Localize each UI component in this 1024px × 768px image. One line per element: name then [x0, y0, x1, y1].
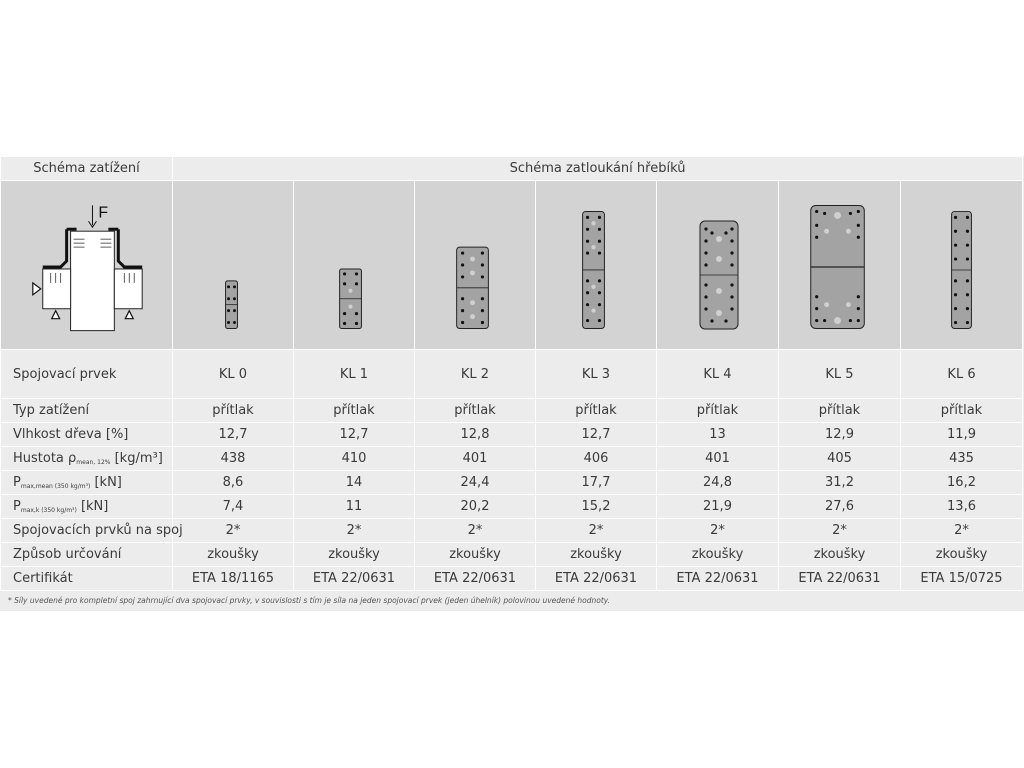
- cell: 17,7: [536, 471, 657, 495]
- cell: 12,7: [173, 423, 294, 447]
- row-pmax-k: [1, 495, 1023, 519]
- cell: 435: [901, 447, 1023, 471]
- cell: zkoušky: [901, 543, 1023, 567]
- cell: přítlak: [294, 399, 415, 423]
- cell: 12,8: [415, 423, 536, 447]
- cell: ETA 22/0631: [294, 567, 415, 591]
- spec-table: [0, 156, 1023, 591]
- plate-kl6: [901, 181, 1023, 350]
- cell: 2*: [415, 519, 536, 543]
- cell: 16,2: [901, 471, 1023, 495]
- product-name: KL 1: [294, 350, 415, 399]
- cell: 12,9: [779, 423, 901, 447]
- label-unit: [kg/m³]: [110, 451, 163, 466]
- product-name: KL 6: [901, 350, 1023, 399]
- row-label: Typ zatížení: [1, 399, 173, 423]
- cell: ETA 18/1165: [173, 567, 294, 591]
- header-load-scheme: Schéma zatížení: [1, 157, 173, 181]
- cell: 11,9: [901, 423, 1023, 447]
- cell: zkoušky: [779, 543, 901, 567]
- cell: ETA 22/0631: [415, 567, 536, 591]
- cell: 12,7: [294, 423, 415, 447]
- plate-kl4: [657, 181, 779, 350]
- plate-kl3: [536, 181, 657, 350]
- cell: ETA 22/0631: [779, 567, 901, 591]
- cell: zkoušky: [173, 543, 294, 567]
- row-label: [1, 495, 173, 519]
- cell: zkoušky: [294, 543, 415, 567]
- cell: přítlak: [779, 399, 901, 423]
- label-spojovaci-prvek: Spojovací prvek: [1, 350, 173, 399]
- cell: přítlak: [536, 399, 657, 423]
- cell: zkoušky: [415, 543, 536, 567]
- label-subscript: max,mean (350 kg/m³): [20, 483, 91, 490]
- cell: 405: [779, 447, 901, 471]
- cell: 2*: [657, 519, 779, 543]
- cell: 11: [294, 495, 415, 519]
- spec-table-container: [0, 156, 1024, 611]
- product-name: KL 0: [173, 350, 294, 399]
- cell: ETA 22/0631: [536, 567, 657, 591]
- cell: 21,9: [657, 495, 779, 519]
- cell: 2*: [173, 519, 294, 543]
- product-name: KL 3: [536, 350, 657, 399]
- cell: 8,6: [173, 471, 294, 495]
- row-label: Způsob určování: [1, 543, 173, 567]
- cell: 7,4: [173, 495, 294, 519]
- cell: 15,2: [536, 495, 657, 519]
- label-unit: [kN]: [76, 499, 109, 514]
- cell: 406: [536, 447, 657, 471]
- row-hustota: [1, 447, 1023, 471]
- label-unit: [kN]: [90, 475, 122, 490]
- cell: ETA 22/0631: [657, 567, 779, 591]
- cell: 2*: [901, 519, 1023, 543]
- plate-kl0: [173, 181, 294, 350]
- label-main: P: [13, 475, 21, 490]
- footnote: * Síly uvedené pro kompletní spoj zahrnující dva spojovací prvky, v souvislosti s tím je síla na jeden spojovací prvek (jeden úhelník) polovinou uvedené hodnoty.: [8, 596, 611, 605]
- plate-kl5: [779, 181, 901, 350]
- row-label: Spojovacích prvků na spoj: [1, 519, 173, 543]
- row-label: [1, 447, 173, 471]
- cell: 24,4: [415, 471, 536, 495]
- row-certifikat: [1, 567, 1023, 591]
- cell: 20,2: [415, 495, 536, 519]
- cell: zkoušky: [657, 543, 779, 567]
- row-pocet: [1, 519, 1023, 543]
- cell: 438: [173, 447, 294, 471]
- cell: zkoušky: [536, 543, 657, 567]
- row-typ-zatizeni: [1, 399, 1023, 423]
- cell: 410: [294, 447, 415, 471]
- header-nailing-scheme: Schéma zatloukání hřebíků: [173, 157, 1023, 181]
- cell: 13: [657, 423, 779, 447]
- plate-kl1: [294, 181, 415, 350]
- cell: 2*: [536, 519, 657, 543]
- plate-kl2: [415, 181, 536, 350]
- cell: přítlak: [173, 399, 294, 423]
- row-vlhkost: [1, 423, 1023, 447]
- cell: 31,2: [779, 471, 901, 495]
- product-name: KL 5: [779, 350, 901, 399]
- cell: ETA 15/0725: [901, 567, 1023, 591]
- load-scheme-diagram: [1, 181, 173, 350]
- row-pmax-mean: [1, 471, 1023, 495]
- product-name: KL 4: [657, 350, 779, 399]
- row-label: Certifikát: [1, 567, 173, 591]
- row-label: [1, 471, 173, 495]
- force-label: F: [98, 204, 109, 222]
- cell: 2*: [294, 519, 415, 543]
- label-subscript: max,k (350 kg/m³): [20, 507, 77, 514]
- label-subscript: mean, 12%: [76, 459, 111, 466]
- cell: 27,6: [779, 495, 901, 519]
- row-zpusob: [1, 543, 1023, 567]
- cell: 14: [294, 471, 415, 495]
- product-name: KL 2: [415, 350, 536, 399]
- cell: přítlak: [657, 399, 779, 423]
- cell: 24,8: [657, 471, 779, 495]
- cell: přítlak: [415, 399, 536, 423]
- cell: 401: [415, 447, 536, 471]
- cell: 2*: [779, 519, 901, 543]
- cell: přítlak: [901, 399, 1023, 423]
- label-main: Hustota ρ: [13, 451, 77, 466]
- cell: 13,6: [901, 495, 1023, 519]
- row-label: Vlhkost dřeva [%]: [1, 423, 173, 447]
- cell: 401: [657, 447, 779, 471]
- label-main: P: [13, 499, 21, 514]
- cell: 12,7: [536, 423, 657, 447]
